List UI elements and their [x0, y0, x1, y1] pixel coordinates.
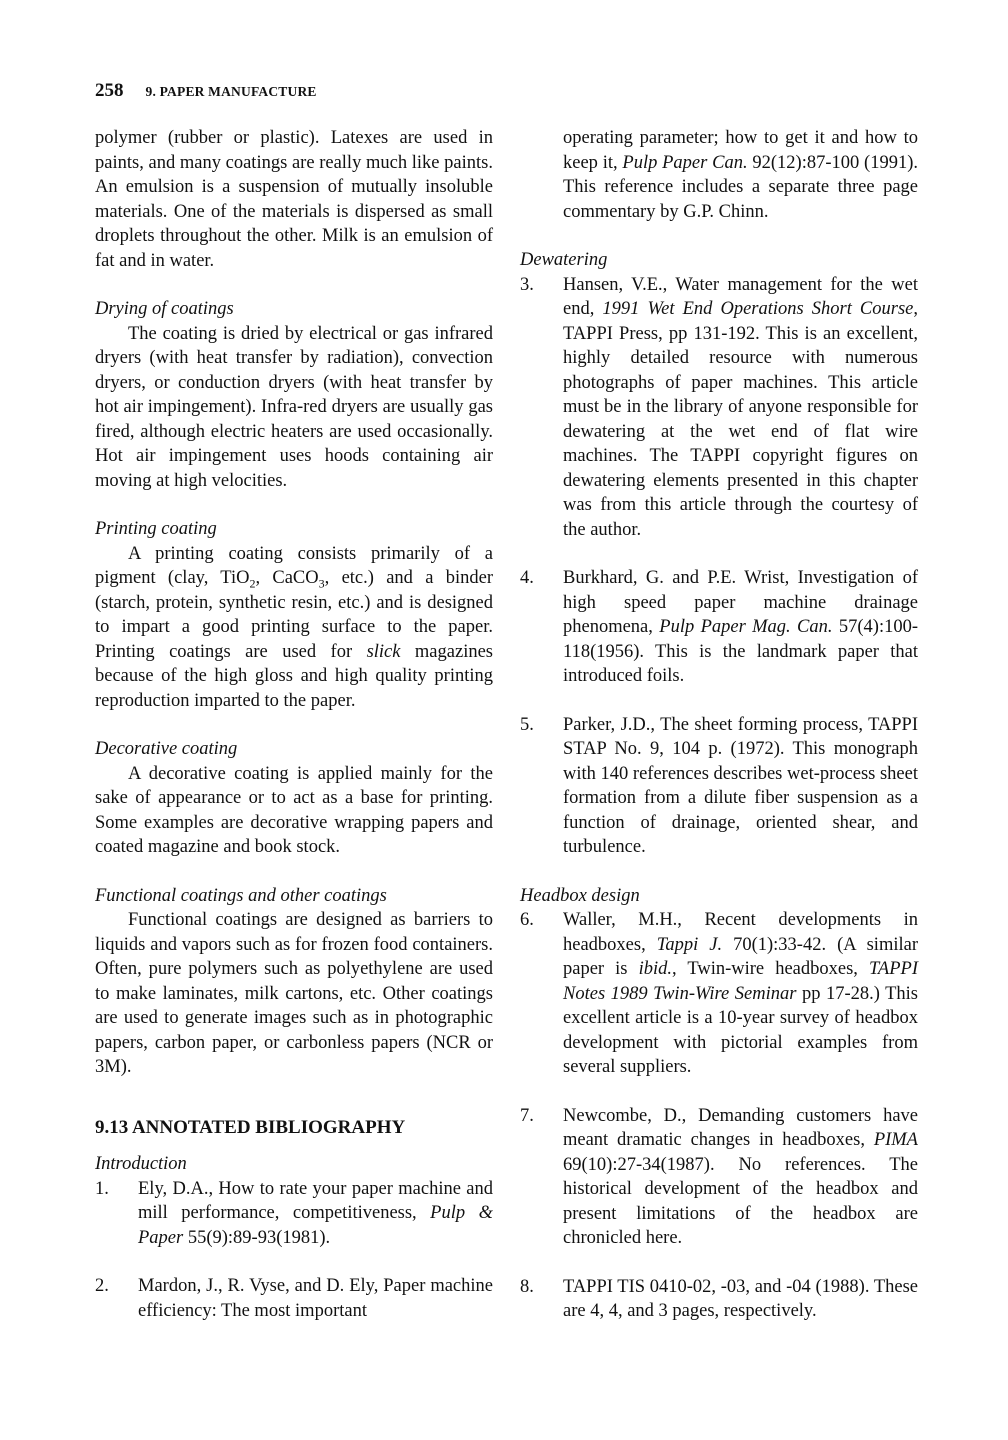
reference-text: TAPPI TIS 0410-02, -03, and -04 (1988). These are 4, 4, and 3 pages, respectively.	[563, 1276, 918, 1321]
reference-item	[520, 273, 918, 543]
reference-item	[95, 1177, 493, 1251]
reference-item	[520, 713, 918, 860]
reference-item	[95, 1274, 493, 1323]
paragraph-drying: The coating is dried by electrical or gas infrared dryers (with heat transfer by radiation), convection dryers, or conduction dryers (with heat transfer by hot air impingement). Infra-red dryers are usually gas fired, although electric heaters are used occasionally. Hot air impingement uses hoods containing air moving at high velocities.	[95, 323, 493, 491]
reference-number: 1.	[95, 1178, 109, 1199]
subheading-introduction: Introduction	[95, 1154, 187, 1174]
subheading-printing: Printing coating	[95, 519, 217, 539]
paragraph-printing: A printing coating consists primarily of a pigment (clay, TiO$_2$, CaCO$_3$, etc.) and a binder (starch, protein, synthetic resin, etc.) and is designed to impart a good printing surface to the paper. Printing coatings are used for slick magazines because of the high gloss and high quality printing reproduction imparted to the paper.	[95, 543, 494, 711]
reference-text: Mardon, J., R. Vyse, and D. Ely, Paper machine efficiency: The most important	[138, 1276, 493, 1321]
reference-text: Parker, J.D., The sheet forming process, TAPPI STAP No. 9, 104 p. (1972). This monograph with 140 references describes wet-process sheet formation from a dilute fiber suspension as a function of drainage, oriented shear, and turbulence.	[563, 714, 918, 857]
subheading-decorative: Decorative coating	[95, 739, 238, 759]
reference-text: Waller, M.H., Recent developments in headboxes, Tappi J. 70(1):33-42. (A similar paper is ibid., Twin-wire headboxes, TAPPI Notes 1989 Twin-Wire Seminar pp 17-28.) This excellent article is a 10-year survey of headbox development with pictorial examples from several suppliers.	[563, 910, 918, 1077]
page-number: 258	[95, 80, 124, 101]
reference-item	[520, 566, 918, 689]
reference-number: 7.	[520, 1105, 534, 1126]
reference-number: 4.	[520, 568, 534, 588]
paragraph-functional: Functional coatings are designed as barriers to liquids and vapors such as for frozen food containers. Often, pure polymers such as polyethylene are used to make laminates, milk cartons, etc. Other coatings are used to generate images such as in photographic papers, carbon paper, or carbonless papers (NCR or 3M).	[95, 910, 493, 1077]
reference-text: Ely, D.A., How to rate your paper machine and mill performance, competitiveness, Pulp & Paper 55(9):89-93(1981).	[138, 1178, 493, 1248]
left-column	[95, 126, 493, 1323]
reference-number: 5.	[520, 714, 534, 735]
running-title: 9. PAPER MANUFACTURE	[145, 84, 317, 99]
page-header	[95, 80, 317, 102]
reference-number: 2.	[95, 1276, 109, 1296]
right-column	[520, 126, 918, 1324]
reference-item	[520, 1104, 918, 1251]
reference-item	[520, 1275, 918, 1324]
subheading-functional: Functional coatings and other coatings	[95, 885, 387, 906]
section-heading: 9.13 ANNOTATED BIBLIOGRAPHY	[95, 1116, 406, 1138]
reference-item	[520, 908, 918, 1080]
subheading-dewatering: Dewatering	[520, 250, 608, 270]
reference-text: Hansen, V.E., Water management for the wet end, 1991 Wet End Operations Short Course, TAPPI Press, pp 131-192. This is an excellent, highly detailed resource with numerous photographs of paper machines. This article must be in the library of anyone responsible for dewatering at the wet end of flat wire machines. The TAPPI copyright figures on dewatering elements presented in this chapter was from this article through the courtesy of the author.	[563, 274, 918, 540]
subheading-drying: Drying of coatings	[95, 299, 234, 319]
reference-text: Newcombe, D., Demanding customers have meant dramatic changes in headboxes, PIMA 69(10):27-34(1987). No references. The historical development of the headbox and present limitations of the headbox are chronicled here.	[563, 1105, 918, 1248]
reference-number: 6.	[520, 910, 534, 930]
subheading-headbox: Headbox design	[520, 885, 640, 906]
reference-text: operating parameter; how to get it and how to keep it, Pulp Paper Can. 92(12):87-100 (1991). This reference includes a separate three page commentary by G.P. Chinn.	[563, 128, 919, 222]
paragraph-decorative: A decorative coating is applied mainly for the sake of appearance or to act as a base for printing. Some examples are decorative wrapping papers and coated magazine and book stock.	[95, 763, 493, 857]
reference-number: 3.	[520, 274, 534, 295]
reference-text: Burkhard, G. and P.E. Wrist, Investigation of high speed paper machine drainage phenomena, Pulp Paper Mag. Can. 57(4):100-118(1956). This is the landmark paper that introduced foils.	[563, 568, 918, 686]
reference-continuation	[520, 126, 918, 224]
paragraph-emulsion: polymer (rubber or plastic). Latexes are used in paints, and many coatings are really much like paints. An emulsion is a suspension of mutually insoluble materials. One of the materials is dispersed as small droplets throughout the other. Milk is an emulsion of fat and in water.	[95, 128, 493, 271]
reference-number: 8.	[520, 1276, 534, 1297]
